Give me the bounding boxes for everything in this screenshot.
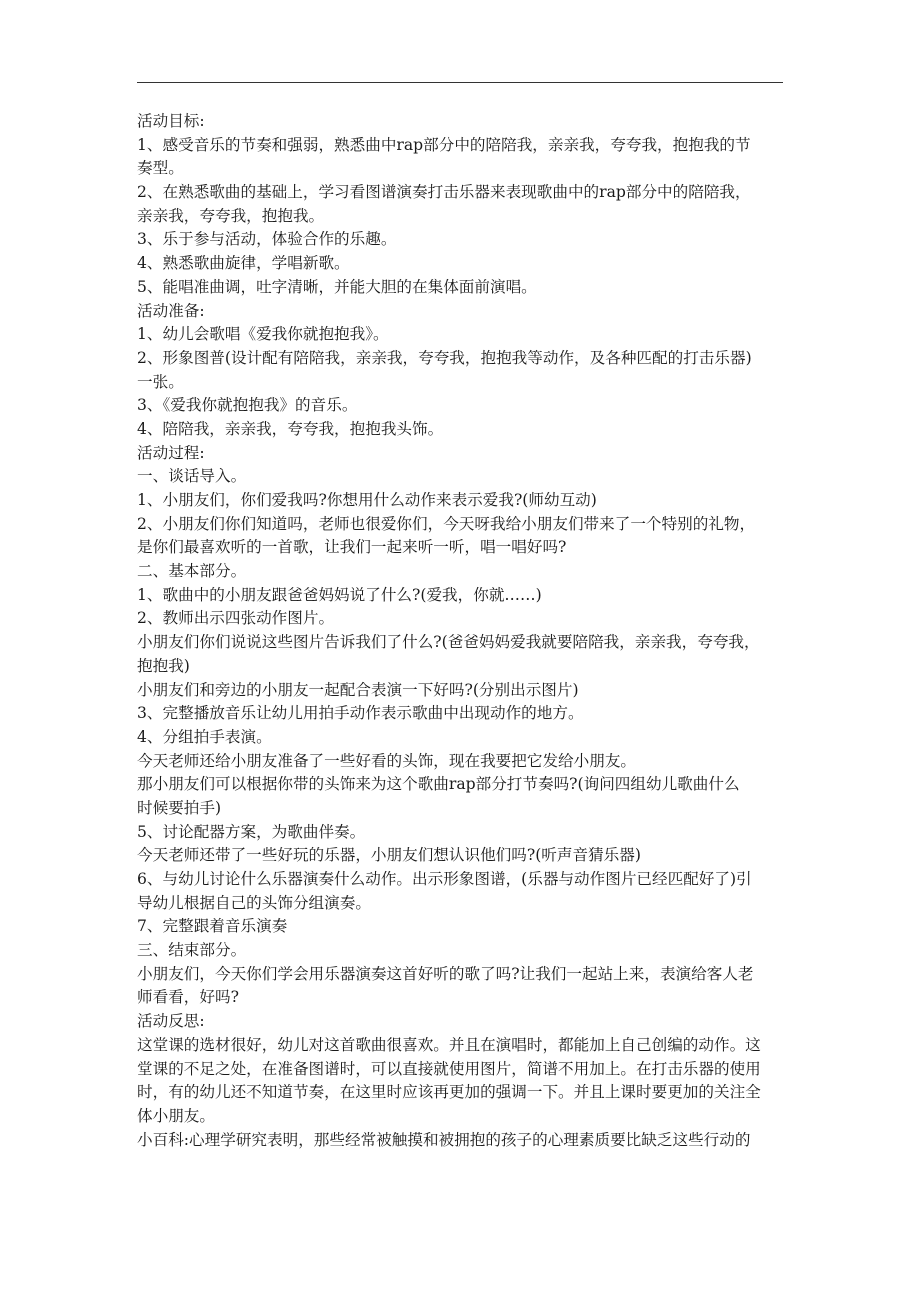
text-line: 是你们最喜欢听的一首歌，让我们一起来听一听，唱一唱好吗? bbox=[137, 538, 567, 557]
text-line: 奏型。 bbox=[137, 159, 184, 178]
text-line: 活动准备: bbox=[137, 301, 205, 320]
text-line: 2、教师出示四张动作图片。 bbox=[137, 609, 335, 628]
text-line: 2、在熟悉歌曲的基础上，学习看图谱演奏打击乐器来表现歌曲中的rap部分中的陪陪我， bbox=[137, 183, 751, 202]
text-line: 这堂课的选材很好，幼儿对这首歌曲很喜欢。并且在演唱时，都能加上自己创编的动作。这 bbox=[137, 1035, 761, 1054]
text-line: 小朋友们和旁边的小朋友一起配合表演一下好吗?(分别出示图片) bbox=[137, 680, 579, 699]
text-line: 7、完整跟着音乐演奏 bbox=[137, 917, 288, 936]
text-line: 3、《爱我你就抱抱我》的音乐。 bbox=[137, 396, 358, 415]
text-line: 今天老师还带了一些好玩的乐器，小朋友们想认识他们吗?(听声音猜乐器) bbox=[137, 846, 641, 865]
text-line: 1、歌曲中的小朋友跟爸爸妈妈说了什么?(爱我，你就……) bbox=[137, 585, 542, 604]
text-line: 导幼儿根据自己的头饰分组演奏。 bbox=[137, 893, 371, 912]
text-line: 体小朋友。 bbox=[137, 1106, 215, 1125]
text-line: 4、熟悉歌曲旋律，学唱新歌。 bbox=[137, 254, 350, 273]
text-line: 3、完整播放音乐让幼儿用拍手动作表示歌曲中出现动作的地方。 bbox=[137, 704, 584, 723]
header-rule bbox=[137, 82, 783, 83]
text-line: 小百科:心理学研究表明，那些经常被触摸和被拥抱的孩子的心理素质要比缺乏这些行动的 bbox=[137, 1130, 751, 1149]
text-line: 2、小朋友们你们知道吗，老师也很爱你们，今天呀我给小朋友们带来了一个特别的礼物， bbox=[137, 514, 756, 533]
text-line: 6、与幼儿讨论什么乐器演奏什么动作。出示形象图谱，(乐器与动作图片已经匹配好了)引 bbox=[137, 870, 752, 888]
text-line: 活动反思: bbox=[137, 1012, 205, 1031]
document-body bbox=[137, 110, 783, 1152]
text-line: 一、谈话导入。 bbox=[137, 467, 247, 486]
text-line: 师看看，好吗? bbox=[137, 988, 239, 1007]
text-line: 4、分组拍手表演。 bbox=[137, 727, 272, 746]
text-line: 2、形象图普(设计配有陪陪我，亲亲我，夸夸我，抱抱我等动作，及各种匹配的打击乐器) bbox=[137, 348, 752, 367]
text-line: 5、能唱准曲调，吐字清晰，并能大胆的在集体面前演唱。 bbox=[137, 277, 537, 296]
text-line: 抱抱我) bbox=[137, 656, 190, 675]
text-line: 小朋友们，今天你们学会用乐器演奏这首好听的歌了吗?让我们一起站上来，表演给客人老 bbox=[137, 964, 754, 983]
text-line: 3、乐于参与活动，体验合作的乐趣。 bbox=[137, 230, 397, 249]
text-line: 1、幼儿会歌唱《爱我你就抱抱我》。 bbox=[137, 325, 389, 344]
text-line: 时，有的幼儿还不知道节奏，在这里时应该再更加的强调一下。并且上课时要更加的关注全 bbox=[137, 1083, 761, 1102]
text-line: 二、基本部分。 bbox=[137, 562, 247, 581]
text-line: 1、小朋友们，你们爱我吗?你想用什么动作来表示爱我?(师幼互动) bbox=[137, 491, 597, 509]
text-line: 5、讨论配器方案，为歌曲伴奏。 bbox=[137, 822, 366, 841]
text-line: 一张。 bbox=[137, 372, 184, 391]
text-line: 堂课的不足之处，在准备图谱时，可以直接就使用图片，简谱不用加上。在打击乐器的使用 bbox=[137, 1059, 761, 1078]
text-line: 三、结束部分。 bbox=[137, 941, 247, 960]
text-line: 今天老师还给小朋友准备了一些好看的头饰，现在我要把它发给小朋友。 bbox=[137, 751, 637, 770]
text-line: 活动目标: bbox=[137, 112, 205, 130]
text-line: 4、陪陪我，亲亲我，夸夸我，抱抱我头饰。 bbox=[137, 419, 444, 438]
text-line: 1、感受音乐的节奏和强弱，熟悉曲中rap部分中的陪陪我，亲亲我，夸夸我，抱抱我的节 bbox=[137, 135, 751, 154]
text-line: 时候要拍手) bbox=[137, 798, 222, 817]
text-line: 活动过程: bbox=[137, 443, 205, 462]
text-line: 小朋友们你们说说这些图片告诉我们了什么?(爸爸妈妈爱我就要陪陪我，亲亲我，夸夸我， bbox=[137, 633, 760, 652]
text-line: 那小朋友们可以根据你带的头饰来为这个歌曲rap部分打节奏吗?(询问四组幼儿歌曲什么 bbox=[137, 775, 740, 794]
text-line: 亲亲我，夸夸我，抱抱我。 bbox=[137, 206, 325, 225]
